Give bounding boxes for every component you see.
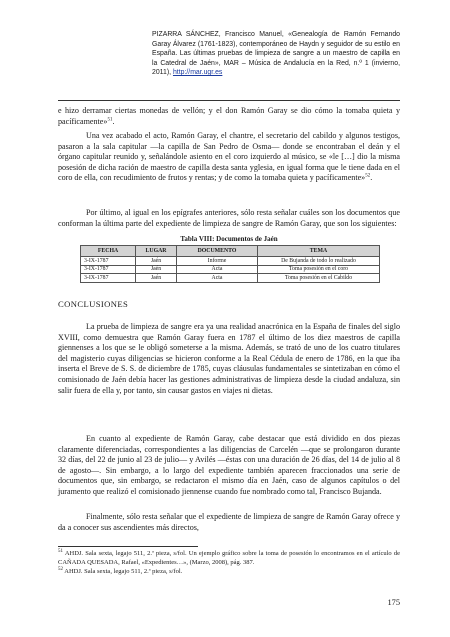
footnote-ref-52[interactable]: 52 [365, 173, 371, 179]
table-row [81, 274, 380, 283]
footnote-ref-51[interactable]: 51 [107, 116, 113, 122]
table-caption: Tabla VIII: Documentos de Jaén [180, 235, 278, 243]
documents-table [80, 245, 380, 283]
table-cell: De Bujanda de todo lo realizado [258, 257, 380, 266]
table-row [81, 265, 380, 274]
paragraph-2-end: . [370, 173, 373, 183]
column-header-date: FECHA [81, 246, 136, 257]
journal-link[interactable]: http://mar.ugr.es [172, 69, 223, 77]
column-header-topic: TEMA [258, 246, 380, 257]
table-cell: Jaén [136, 274, 177, 283]
table-cell: Acta [177, 265, 258, 274]
citation-text: PIZARRA SÁNCHEZ, Francisco Manuel, «Genealogía de Ramón Fernando Garay Álvarez (1761-1823), contemporáneo de Haydn y seguidor de su estilo en España. Las últimas pruebas de limpieza de sangre a un maestro de capilla en la Catedral de Jaén», MAR – Música de Andalucía en la Red, n.º 1 (invierno, 2011), [152, 31, 400, 77]
footnote-divider [58, 546, 198, 547]
column-header-document: DOCUMENTO [177, 246, 258, 257]
paragraph-1 [58, 106, 400, 127]
table-cell: 3-IX-1787 [81, 257, 136, 266]
page-number: 175 [387, 598, 400, 607]
footnote-52 [58, 568, 400, 577]
paragraph-2 [58, 131, 400, 184]
table-header-row [81, 246, 380, 257]
conclusions-paragraph-1 [58, 322, 400, 396]
footnotes [58, 550, 400, 576]
conclusions-paragraph-3 [58, 512, 400, 533]
paragraph-1-end: . [112, 116, 115, 126]
table-cell: Acta [177, 274, 258, 283]
conclusions-paragraph-1-text: La prueba de limpieza de sangre era ya una realidad anacrónica en la España de finales del siglo XVIII, como demuestra que Ramón Garay fuera en 1787 el último de los diez maestros de capilla giennenses a los que se le obligó someterse a la misma. Además, se trató de uno de los cuatro titulares del magisterio cuyas diligencias se hicieron conforme a la Real Cédula de enero de 1786, en la que iba inserta el Breve de S. S. de diciembre de 1785, cuyas cláusulas fundamentales se sintetizaban en cómo el comisionado de Jaén debía hacer las gestiones administrativas de limpieza desde la ciudad andaluza, sin salir fuera de ella y, por tanto, sin causar gastos en viajes ni dietas. [58, 322, 400, 395]
conclusions-paragraph-2 [58, 434, 400, 498]
paragraph-2-text: Una vez acabado el acto, Ramón Garay, el chantre, el secretario del cabildo y algunos testigos, pasaron a la sala capitular —la capilla de San Pedro de Osma— donde se encontraban el deán y el órgano capitular reunido y, señalándole asiento en el coro izquierdo al músico, se «le […] dio la misma posesión de dicha ración de maestro de capilla desta santa yglesia, en igual forma que le tiene dada en el coro de ella, con recudimiento de frutos y rentas; y de como la tomaba quieta y pacíficamente» [58, 131, 400, 183]
paragraph-3-text: Por último, al igual en los epígrafes anteriores, sólo resta señalar cuáles son los documentos que conforman la última parte del expediente de limpieza de sangre de Ramón Garay, que son los siguientes: [58, 208, 400, 228]
page-header-citation [152, 30, 400, 78]
conclusions-paragraph-2-text: En cuanto al expediente de Ramón Garay, cabe destacar que está dividido en dos piezas claramente diferenciadas, correspondientes a las diligencias de Carcelén —que se prolongaron durante 32 días, del 22 de junio al 23 de julio— y Avilés —éstas con una duración de 26 días, del 14 de julio al 8 de agosto—. Sin embargo, a lo largo del expediente también aparecen fraccionados una serie de documentos que, sin embargo, se redactaron el mismo día en Jaén, caso de algunos capítulos o del juramento que realizó el comisionado jiennense cuando fue nombrado como tal, Francisco Bujanda. [58, 434, 400, 496]
table-cell: 3-IX-1787 [81, 274, 136, 283]
table-cell: Jaén [136, 265, 177, 274]
footnote-51 [58, 550, 400, 568]
footnote-text: AHDJ. Sala sexta, legajo 511, 2.ª pieza, s/fol. [64, 567, 183, 575]
conclusions-paragraph-3-text: Finalmente, sólo resta señalar que el expediente de limpieza de sangre de Ramón Garay ofrece y da a conocer sus ascendientes más directos, [58, 512, 400, 532]
header-divider [58, 100, 400, 101]
table-cell: Informe [177, 257, 258, 266]
table-cell: Toma posesión en el Cabildo [258, 274, 380, 283]
table-cell: Jaén [136, 257, 177, 266]
footnote-number: 51 [58, 548, 63, 554]
table-cell: Toma posesión en el coro [258, 265, 380, 274]
column-header-place: LUGAR [136, 246, 177, 257]
footnote-number: 52 [58, 566, 63, 572]
footnote-text: AHDJ. Sala sexta, legajo 511, 2.ª pieza, s/fol. Un ejemplo gráfico sobre la toma de posesión lo encontramos en el artículo de CAÑADA QUESADA, Rafael, «Expedientes…», (Marzo, 2008), pág. 387. [58, 550, 400, 566]
table-row [81, 257, 380, 266]
section-title: CONCLUSIONES [58, 299, 129, 309]
paragraph-1-text: e hizo derramar ciertas monedas de vellón; y el don Ramón Garay se dio cómo la tomaba quieta y pacíficamente» [58, 106, 400, 126]
table-cell: 3-IX-1787 [81, 265, 136, 274]
paragraph-3 [58, 208, 400, 229]
